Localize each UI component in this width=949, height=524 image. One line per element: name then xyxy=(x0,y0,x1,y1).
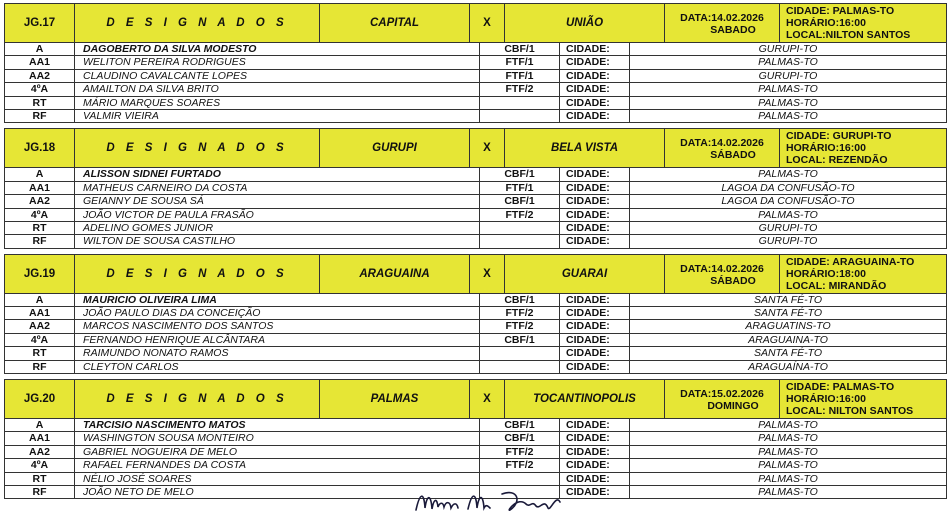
official-role: A xyxy=(5,168,75,180)
official-name: CLEYTON CARLOS xyxy=(75,361,480,373)
venue-local: LOCAL:NILTON SANTOS xyxy=(786,29,911,41)
official-category xyxy=(480,361,560,373)
game-block xyxy=(4,254,947,374)
versus-mark: X xyxy=(470,4,505,42)
official-role: 4ºA xyxy=(5,459,75,471)
official-category: FTF/2 xyxy=(480,307,560,319)
official-category: CBF/1 xyxy=(480,334,560,346)
date-text: DATA:15.02.2026 xyxy=(680,388,764,401)
official-role: A xyxy=(5,294,75,306)
city-label: CIDADE: xyxy=(560,307,630,319)
city-label: CIDADE: xyxy=(560,294,630,306)
official-role: 4ºA xyxy=(5,83,75,95)
official-category: FTF/1 xyxy=(480,70,560,82)
official-row xyxy=(5,235,946,248)
city-label: CIDADE: xyxy=(560,361,630,373)
venue-time: HORÁRIO:16:00 xyxy=(786,17,866,29)
official-category xyxy=(480,235,560,247)
city-label: CIDADE: xyxy=(560,182,630,194)
venue-local: LOCAL: NILTON SANTOS xyxy=(786,405,914,418)
home-team: CAPITAL xyxy=(320,4,470,42)
match-venue xyxy=(780,129,946,167)
official-city: PALMAS-TO xyxy=(758,56,818,69)
official-role: AA1 xyxy=(5,56,75,68)
away-team: BELA VISTA xyxy=(505,129,665,167)
official-role: RF xyxy=(5,235,75,247)
official-category: CBF/1 xyxy=(480,294,560,306)
official-city: GURUPI-TO xyxy=(758,235,818,248)
official-name: JOÃO PAULO DIAS DA CONCEIÇÃO xyxy=(75,307,480,319)
official-row xyxy=(5,70,946,83)
city-label: CIDADE: xyxy=(560,432,630,444)
official-city: PALMAS-TO xyxy=(758,432,818,445)
official-city: GURUPI-TO xyxy=(758,69,818,82)
official-city: GURUPI-TO xyxy=(758,221,818,234)
official-name: WILTON DE SOUSA CASTILHO xyxy=(75,235,480,247)
officials-list xyxy=(4,294,947,374)
away-team: GUARAI xyxy=(505,255,665,293)
official-row xyxy=(5,361,946,374)
official-city: PALMAS-TO xyxy=(758,168,818,181)
official-row xyxy=(5,97,946,110)
match-venue xyxy=(780,4,946,42)
official-name: CLAUDINO CAVALCANTE LOPES xyxy=(75,70,480,82)
official-row xyxy=(5,43,946,56)
venue-time: HORÁRIO:18:00 xyxy=(786,267,866,280)
designados-label: D E S I G N A D O S xyxy=(75,4,320,42)
date-text: DATA:14.02.2026 xyxy=(680,262,764,275)
official-name: NÉLIO JOSÉ SOARES xyxy=(75,473,480,485)
handwritten-signature-icon xyxy=(410,482,570,522)
official-category: CBF/1 xyxy=(480,43,560,55)
official-city: PALMAS-TO xyxy=(758,472,818,485)
game-header xyxy=(4,128,947,168)
official-city: PALMAS-TO xyxy=(758,485,818,498)
official-row xyxy=(5,334,946,347)
official-city: ARAGUAÍNA-TO xyxy=(748,360,828,373)
official-city: SANTA FÉ-TO xyxy=(753,293,823,306)
versus-mark: X xyxy=(470,129,505,167)
venue-city: CIDADE: GURUPI-TO xyxy=(786,130,892,143)
official-city: PALMAS-TO xyxy=(758,109,818,122)
official-category: FTF/2 xyxy=(480,209,560,221)
official-role: 4ºA xyxy=(5,334,75,346)
official-row xyxy=(5,182,946,195)
away-team: TOCANTINOPOLIS xyxy=(505,380,665,418)
match-date xyxy=(665,380,780,418)
official-role: AA1 xyxy=(5,307,75,319)
official-name: WASHINGTON SOUSA MONTEIRO xyxy=(75,432,480,444)
official-row xyxy=(5,294,946,307)
official-role: 4ºA xyxy=(5,209,75,221)
official-category: FTF/1 xyxy=(480,182,560,194)
official-category: FTF/2 xyxy=(480,320,560,332)
match-date xyxy=(665,255,780,293)
venue-city: CIDADE: PALMAS-TO xyxy=(786,5,895,17)
city-label: CIDADE: xyxy=(560,97,630,109)
date-text: DATA:14.02.2026 xyxy=(680,137,764,150)
official-name: GABRIEL NOGUEIRA DE MELO xyxy=(75,446,480,458)
official-role: RT xyxy=(5,347,75,359)
official-category xyxy=(480,222,560,234)
official-city: ARAGUAINA-TO xyxy=(748,333,828,346)
city-label: CIDADE: xyxy=(560,56,630,68)
city-label: CIDADE: xyxy=(560,110,630,122)
official-role: RT xyxy=(5,222,75,234)
official-row xyxy=(5,168,946,181)
official-city: PALMAS-TO xyxy=(758,83,818,96)
venue-city: CIDADE: PALMAS-TO xyxy=(786,381,895,394)
official-role: AA2 xyxy=(5,446,75,458)
official-category xyxy=(480,110,560,122)
official-row xyxy=(5,209,946,222)
match-venue xyxy=(780,255,946,293)
official-category: FTF/2 xyxy=(480,446,560,458)
official-name: AMAILTON DA SILVA BRITO xyxy=(75,83,480,95)
official-city: PALMAS-TO xyxy=(758,208,818,221)
game-block xyxy=(4,128,947,248)
city-label: CIDADE: xyxy=(560,235,630,247)
game-header xyxy=(4,3,947,43)
official-role: RT xyxy=(5,97,75,109)
official-city: SANTA FÉ-TO xyxy=(753,307,823,320)
officials-list xyxy=(4,168,947,248)
versus-mark: X xyxy=(470,255,505,293)
versus-mark: X xyxy=(470,380,505,418)
official-name: VALMIR VIEIRA xyxy=(75,110,480,122)
official-name: ALISSON SIDNEI FURTADO xyxy=(75,168,480,180)
official-row xyxy=(5,222,946,235)
away-team: UNIÃO xyxy=(505,4,665,42)
official-row xyxy=(5,459,946,472)
official-role: AA1 xyxy=(5,182,75,194)
game-code: JG.20 xyxy=(5,380,75,418)
official-name: MÁRIO MARQUES SOARES xyxy=(75,97,480,109)
home-team: PALMAS xyxy=(320,380,470,418)
official-role: RT xyxy=(5,473,75,485)
date-text: DATA:14.02.2026 xyxy=(680,12,764,24)
official-category: FTF/1 xyxy=(480,56,560,68)
official-city: LAGOA DA CONFUSÃO-TO xyxy=(721,195,855,208)
official-row xyxy=(5,56,946,69)
official-row xyxy=(5,446,946,459)
official-category: FTF/2 xyxy=(480,83,560,95)
city-label: CIDADE: xyxy=(560,195,630,207)
official-category: CBF/1 xyxy=(480,419,560,431)
venue-local: LOCAL: REZENDÃO xyxy=(786,154,888,167)
game-code: JG.17 xyxy=(5,4,75,42)
official-role: A xyxy=(5,43,75,55)
weekday-text: DOMINGO xyxy=(707,400,759,413)
designados-label: D E S I G N A D O S xyxy=(75,129,320,167)
official-name: WELITON PEREIRA RODRIGUES xyxy=(75,56,480,68)
city-label: CIDADE: xyxy=(560,83,630,95)
city-label: CIDADE: xyxy=(560,459,630,471)
official-role: RF xyxy=(5,361,75,373)
match-date xyxy=(665,4,780,42)
official-city: PALMAS-TO xyxy=(758,96,818,109)
designados-label: D E S I G N A D O S xyxy=(75,255,320,293)
official-role: AA1 xyxy=(5,432,75,444)
official-category: CBF/1 xyxy=(480,195,560,207)
designation-sheet xyxy=(4,3,947,504)
official-name: MATHEUS CARNEIRO DA COSTA xyxy=(75,182,480,194)
official-city: ARAGUATINS-TO xyxy=(745,320,831,333)
city-label: CIDADE: xyxy=(560,70,630,82)
officials-list xyxy=(4,43,947,123)
venue-city: CIDADE: ARAGUAINA-TO xyxy=(786,255,915,268)
official-row xyxy=(5,307,946,320)
game-code: JG.18 xyxy=(5,129,75,167)
official-row xyxy=(5,195,946,208)
city-label: CIDADE: xyxy=(560,419,630,431)
official-category: FTF/2 xyxy=(480,459,560,471)
official-category: CBF/1 xyxy=(480,168,560,180)
official-name: RAIMUNDO NONATO RAMOS xyxy=(75,347,480,359)
weekday-text: SABADO xyxy=(710,24,756,36)
official-row xyxy=(5,419,946,432)
home-team: GURUPI xyxy=(320,129,470,167)
venue-time: HORÁRIO:16:00 xyxy=(786,142,866,155)
official-row xyxy=(5,432,946,445)
city-label: CIDADE: xyxy=(560,320,630,332)
designados-label: D E S I G N A D O S xyxy=(75,380,320,418)
city-label: CIDADE: xyxy=(560,347,630,359)
match-venue xyxy=(780,380,946,418)
official-row xyxy=(5,320,946,333)
official-name: GEIANNY DE SOUSA SÁ xyxy=(75,195,480,207)
official-name: MARCOS NASCIMENTO DOS SANTOS xyxy=(75,320,480,332)
official-role: RF xyxy=(5,486,75,498)
match-date xyxy=(665,129,780,167)
city-label: CIDADE: xyxy=(560,486,630,498)
official-row xyxy=(5,347,946,360)
official-name: JOÃO VICTOR DE PAULA FRASÃO xyxy=(75,209,480,221)
official-name: ADELINO GOMES JUNIOR xyxy=(75,222,480,234)
official-name: FERNANDO HENRIQUE ALCÂNTARA xyxy=(75,334,480,346)
city-label: CIDADE: xyxy=(560,473,630,485)
game-header xyxy=(4,254,947,294)
official-name: JOÃO NETO DE MELO xyxy=(75,486,480,498)
home-team: ARAGUAINA xyxy=(320,255,470,293)
game-code: JG.19 xyxy=(5,255,75,293)
official-category xyxy=(480,347,560,359)
city-label: CIDADE: xyxy=(560,446,630,458)
city-label: CIDADE: xyxy=(560,209,630,221)
official-row xyxy=(5,83,946,96)
official-role: AA2 xyxy=(5,320,75,332)
official-city: PALMAS-TO xyxy=(758,459,818,472)
venue-local: LOCAL: MIRANDÃO xyxy=(786,279,887,292)
official-row xyxy=(5,110,946,123)
weekday-text: SÁBADO xyxy=(710,149,756,162)
official-role: A xyxy=(5,419,75,431)
official-city: PALMAS-TO xyxy=(758,419,818,432)
official-role: AA2 xyxy=(5,70,75,82)
city-label: CIDADE: xyxy=(560,334,630,346)
official-city: GURUPI-TO xyxy=(758,43,818,55)
official-name: TARCISIO NASCIMENTO MATOS xyxy=(75,419,480,431)
official-category xyxy=(480,97,560,109)
official-city: LAGOA DA CONFUSÃO-TO xyxy=(721,181,855,194)
official-name: RAFAEL FERNANDES DA COSTA xyxy=(75,459,480,471)
game-header xyxy=(4,379,947,419)
city-label: CIDADE: xyxy=(560,222,630,234)
city-label: CIDADE: xyxy=(560,168,630,180)
city-label: CIDADE: xyxy=(560,43,630,55)
official-city: PALMAS-TO xyxy=(758,445,818,458)
official-role: RF xyxy=(5,110,75,122)
venue-time: HORÁRIO:16:00 xyxy=(786,393,866,406)
official-name: DAGOBERTO DA SILVA MODESTO xyxy=(75,43,480,55)
official-name: MAURICIO OLIVEIRA LIMA xyxy=(75,294,480,306)
official-role: AA2 xyxy=(5,195,75,207)
game-block xyxy=(4,3,947,123)
official-city: SANTA FÉ-TO xyxy=(753,347,823,360)
weekday-text: SÁBADO xyxy=(710,274,756,287)
official-category: CBF/1 xyxy=(480,432,560,444)
